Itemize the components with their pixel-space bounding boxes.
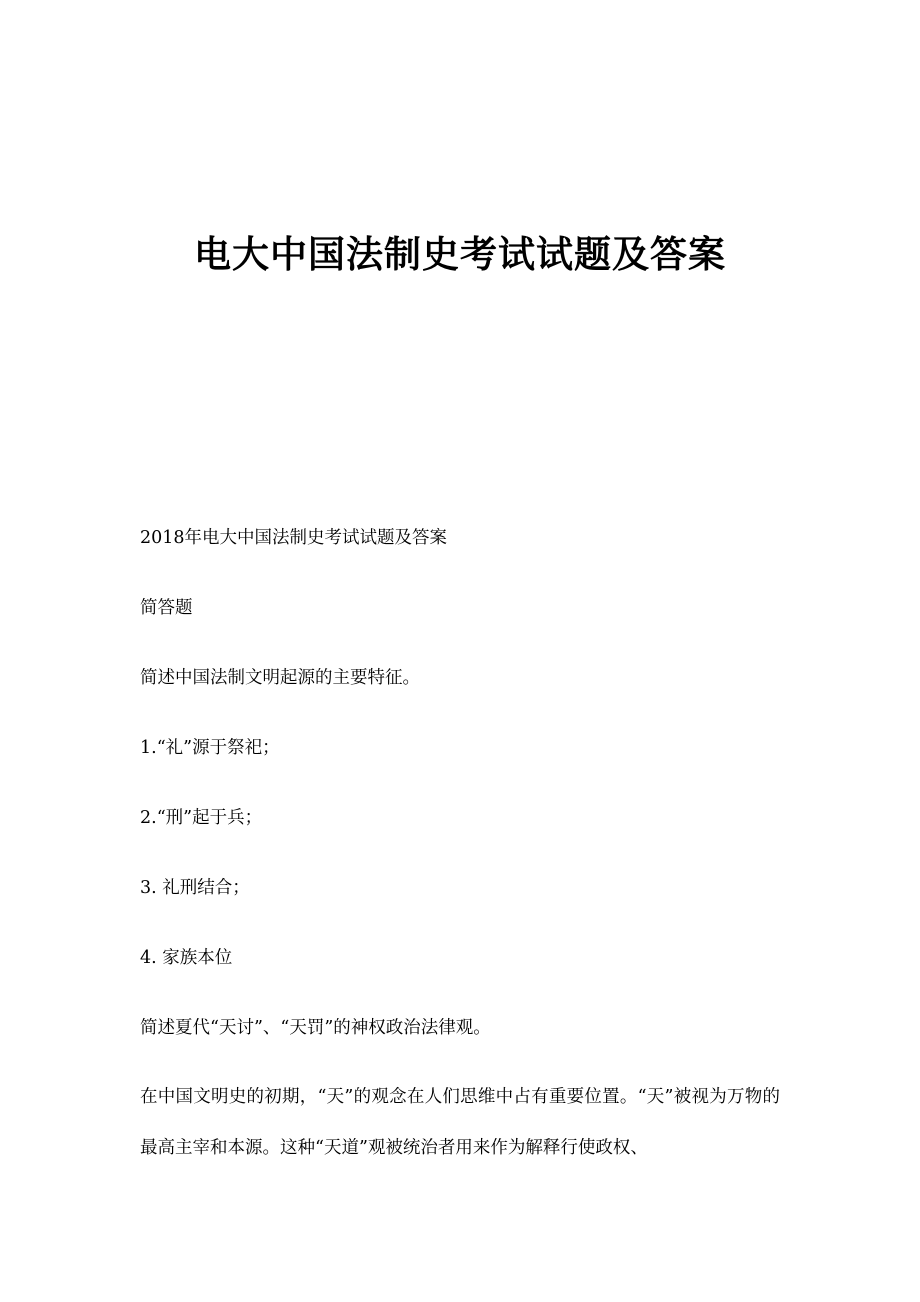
question-paragraph: 简述夏代“天讨”、“天罚”的神权政治法律观。 <box>140 1018 491 1038</box>
answer-item-3: 3. 礼刑结合； <box>140 878 250 898</box>
question-paragraph: 简述中国法制文明起源的主要特征。 <box>140 668 420 688</box>
answer-item-1: 1.“礼”源于祭祀； <box>140 738 280 758</box>
subtitle-paragraph: 2018年电大中国法制史考试试题及答案 <box>140 528 448 548</box>
answer-item-4: 4. 家族本位 <box>140 948 233 968</box>
document-title: 电大中国法制史考试试题及答案 <box>194 232 726 276</box>
answer-item-2: 2.“刑”起于兵； <box>140 808 263 828</box>
section-heading: 简答题 <box>140 598 193 618</box>
answer-paragraph: 在中国文明史的初期，“天”的观念在人们思维中占有重要位置。“天”被视为万物的最高主宰和本源。这种“天道”观被统治者用来作为解释行使政权、 <box>140 1087 780 1158</box>
